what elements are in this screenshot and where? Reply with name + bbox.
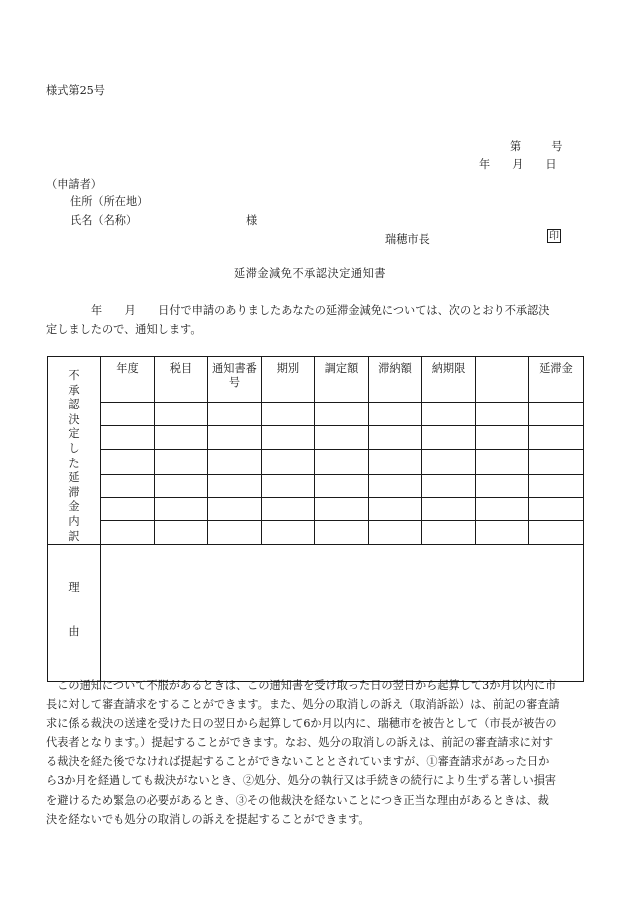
table-cell[interactable] <box>369 520 422 544</box>
table-cell[interactable] <box>155 426 208 450</box>
appeal-notice-paragraph <box>46 676 582 829</box>
applicant-heading: （申請者） <box>46 178 102 191</box>
table-cell[interactable] <box>101 497 155 520</box>
table-cell[interactable] <box>422 403 476 426</box>
table-cell[interactable] <box>529 497 584 520</box>
issuer-title: 瑞穂市長 <box>385 233 430 246</box>
table-cell[interactable] <box>262 474 315 497</box>
table-cell[interactable] <box>476 426 529 450</box>
row-label-vertical: 不承認決定した延滞金内訳 <box>68 369 80 543</box>
notice-line: る裁決を経た後でなければ提起することができないこととされていますが、①審査請求があった日か <box>46 755 550 769</box>
table-cell[interactable] <box>476 450 529 474</box>
table-cell[interactable] <box>476 474 529 497</box>
table-row <box>48 403 584 426</box>
table-cell[interactable] <box>208 450 262 474</box>
header-tax-item: 税目 <box>155 357 208 403</box>
header-delinquent-amount: 滞納額 <box>369 357 422 403</box>
notice-line: 長に対して審査請求をすることができます。また、処分の取消しの訴え（取消訴訟）は、前記の審査請 <box>46 698 560 712</box>
table-cell[interactable] <box>422 450 476 474</box>
table-cell[interactable] <box>208 403 262 426</box>
table-cell[interactable] <box>422 474 476 497</box>
table-cell[interactable] <box>369 497 422 520</box>
doc-number-suffix: 号 <box>551 140 563 153</box>
table-cell[interactable] <box>315 426 369 450</box>
table-row <box>48 520 584 544</box>
table-cell[interactable] <box>529 426 584 450</box>
table-cell[interactable] <box>529 403 584 426</box>
intro-paragraph <box>46 301 582 339</box>
header-due-date: 納期限 <box>422 357 476 403</box>
reason-label-1: 理 <box>68 581 80 595</box>
table-cell[interactable] <box>315 497 369 520</box>
delinquency-detail-table <box>47 356 584 682</box>
table-cell[interactable] <box>262 497 315 520</box>
table-cell[interactable] <box>101 403 155 426</box>
table-cell[interactable] <box>315 474 369 497</box>
table-cell[interactable] <box>369 450 422 474</box>
table-cell[interactable] <box>529 450 584 474</box>
table-cell[interactable] <box>262 403 315 426</box>
table-cell[interactable] <box>369 403 422 426</box>
table-row <box>48 450 584 474</box>
table-cell[interactable] <box>262 426 315 450</box>
reason-content-cell[interactable] <box>101 545 584 682</box>
address-label: 住所（所在地） <box>70 195 149 208</box>
notice-line: この通知について不服があるときは、この通知書を受け取った日の翌日から起算して3か月以内に市 <box>46 679 557 692</box>
name-label: 氏名（名称） <box>70 214 138 227</box>
table-cell[interactable] <box>476 403 529 426</box>
notice-line: を避けるため緊急の必要があるとき、③その他裁決を経ないことにつき正当な理由があるときは、裁 <box>46 793 549 807</box>
seal-mark: 印 <box>549 231 559 242</box>
notice-line: 求に係る裁決の送達を受けた日の翌日から起算して6か月以内に、瑞穂市を被告として（市長が被告の <box>46 717 557 731</box>
intro-line-2: 定しましたので、通知します。 <box>46 323 202 336</box>
honorific: 様 <box>246 214 258 227</box>
table-cell[interactable] <box>208 426 262 450</box>
header-blank <box>476 357 529 403</box>
date-day: 日 <box>545 158 557 171</box>
table-cell[interactable] <box>208 497 262 520</box>
date-line <box>479 156 557 172</box>
table-cell[interactable] <box>315 450 369 474</box>
table-row <box>48 497 584 520</box>
table-row <box>48 426 584 450</box>
table-cell[interactable] <box>476 497 529 520</box>
header-assessed-amount: 調定額 <box>315 357 369 403</box>
document-title: 延滞金減免不承認決定通知書 <box>234 267 386 280</box>
notice-line: 決を経ないでも処分の取消しの訴えを提起することができます。 <box>46 812 370 826</box>
table-cell[interactable] <box>101 426 155 450</box>
table-cell[interactable] <box>155 520 208 544</box>
date-year: 年 <box>479 158 491 171</box>
reason-label-2: 由 <box>68 625 80 639</box>
table-cell[interactable] <box>101 474 155 497</box>
table-cell[interactable] <box>155 497 208 520</box>
table-cell[interactable] <box>208 474 262 497</box>
row-label-cell <box>48 357 101 545</box>
table-cell[interactable] <box>315 403 369 426</box>
date-month: 月 <box>512 158 524 171</box>
table-cell[interactable] <box>101 450 155 474</box>
table-cell[interactable] <box>262 520 315 544</box>
header-notice-number: 通知書番号 <box>208 357 262 403</box>
doc-number-prefix: 第 <box>510 140 522 153</box>
header-period: 期別 <box>262 357 315 403</box>
header-fiscal-year: 年度 <box>101 357 155 403</box>
reason-label-cell <box>48 545 101 682</box>
notice-line: 代表者となります。）提起することができます。なお、処分の取消しの訴えは、前記の審査請求に対す <box>46 736 554 750</box>
document-number-line <box>510 138 562 154</box>
table-cell[interactable] <box>155 474 208 497</box>
table-cell[interactable] <box>208 520 262 544</box>
intro-line-1: 年 月 日付で申請のありましたあなたの延滞金減免については、次のとおり不承認決 <box>91 304 550 317</box>
table-cell[interactable] <box>529 474 584 497</box>
table-cell[interactable] <box>422 426 476 450</box>
table-cell[interactable] <box>369 474 422 497</box>
table-cell[interactable] <box>529 520 584 544</box>
table-cell[interactable] <box>262 450 315 474</box>
table-cell[interactable] <box>422 497 476 520</box>
table-cell[interactable] <box>422 520 476 544</box>
table-cell[interactable] <box>369 426 422 450</box>
table-cell[interactable] <box>476 520 529 544</box>
form-number: 様式第25号 <box>46 84 105 97</box>
table-row <box>48 474 584 497</box>
table-cell[interactable] <box>155 450 208 474</box>
table-cell[interactable] <box>155 403 208 426</box>
table-cell[interactable] <box>315 520 369 544</box>
notice-line: ら3か月を経過しても裁決がないとき、②処分、処分の執行又は手続きの続行により生ずる著しい損害 <box>46 774 557 788</box>
table-cell[interactable] <box>101 520 155 544</box>
header-late-fee: 延滞金 <box>529 357 584 403</box>
